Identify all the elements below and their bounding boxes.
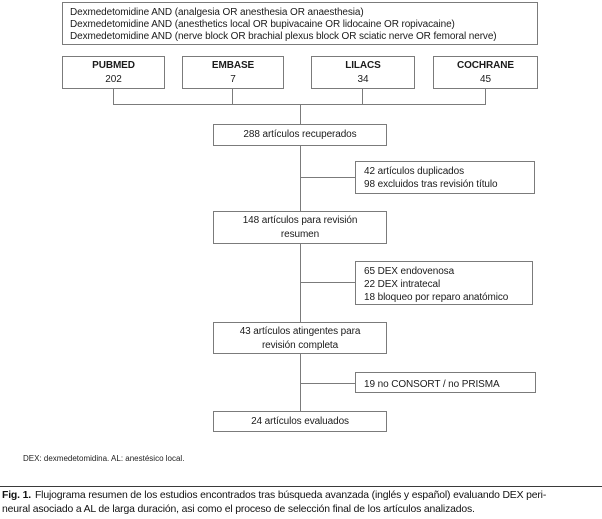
box-label: resumen	[280, 229, 320, 240]
database-name: EMBASE	[211, 60, 255, 71]
database-count: 45	[480, 74, 491, 85]
figure-caption	[2, 489, 602, 517]
box-excluded-study-type	[355, 261, 533, 305]
database-count: 34	[357, 74, 369, 85]
box-articles-retrieved	[213, 124, 387, 146]
search-query-line: Dexmedetomidine AND (analgesia OR anesthesia OR anaesthesia)	[70, 7, 364, 18]
connector-line	[301, 383, 355, 384]
box-abstract-review	[213, 211, 387, 244]
database-name: PUBMED	[92, 60, 135, 71]
exclusion-line: 98 excluidos tras revisión título	[364, 179, 498, 190]
caption-line	[2, 489, 602, 503]
database-box-embase	[182, 56, 284, 89]
search-query-line: Dexmedetomidine AND (nerve block OR brachial plexus block OR sciatic nerve OR femoral nerve)	[70, 31, 497, 43]
database-count: 7	[230, 74, 236, 85]
connector-line	[301, 177, 355, 178]
box-label: 24 artículos evaluados	[251, 416, 349, 427]
exclusion-line: 18 bloqueo por reparo anatómico	[364, 292, 509, 303]
box-label: revisión completa	[261, 340, 339, 351]
box-label: 148 artículos para revisión	[242, 215, 358, 226]
database-count: 202	[105, 74, 122, 85]
search-query-line: Dexmedetomidine AND (anesthetics local OR bupivacaine OR lidocaine OR ropivacaine)	[70, 19, 455, 31]
abbreviation-footnote: DEX: dexmedetomidina. AL: anestésico local.	[23, 454, 185, 463]
exclusion-line: 22 DEX intratecal	[364, 279, 441, 290]
box-excluded-reporting	[355, 372, 536, 393]
search-query-box	[62, 2, 538, 45]
box-label: 288 artículos recuperados	[243, 129, 357, 140]
box-excluded-duplicates-title	[355, 161, 535, 194]
connector-line	[300, 244, 301, 322]
caption-divider	[0, 486, 602, 487]
box-full-review	[213, 322, 387, 354]
connector-line	[300, 146, 301, 211]
connector-line	[485, 89, 486, 104]
database-box-pubmed	[62, 56, 165, 89]
caption-line: neural asociado a AL de larga duración, asi como el proceso de selección final de los artículos analizados.	[2, 503, 475, 515]
connector-line	[301, 282, 355, 283]
figure-label: Fig. 1.	[2, 490, 31, 501]
connector-line	[362, 89, 363, 104]
connector-line	[300, 104, 301, 124]
connector-line	[113, 89, 114, 104]
connector-line	[232, 89, 233, 104]
database-box-lilacs	[311, 56, 415, 89]
database-name: COCHRANE	[457, 60, 514, 71]
database-box-cochrane	[433, 56, 538, 89]
exclusion-line: 19 no CONSORT / no PRISMA	[364, 379, 500, 390]
box-articles-evaluated	[213, 411, 387, 432]
caption-text: Flujograma resumen de los estudios encontrados tras búsqueda avanzada (inglés y español) evaluando DEX peri-	[34, 490, 547, 501]
exclusion-line: 65 DEX endovenosa	[364, 266, 455, 277]
database-name: LILACS	[345, 60, 381, 71]
exclusion-line: 42 artículos duplicados	[364, 166, 464, 177]
box-label: 43 artículos atingentes para	[239, 326, 361, 337]
